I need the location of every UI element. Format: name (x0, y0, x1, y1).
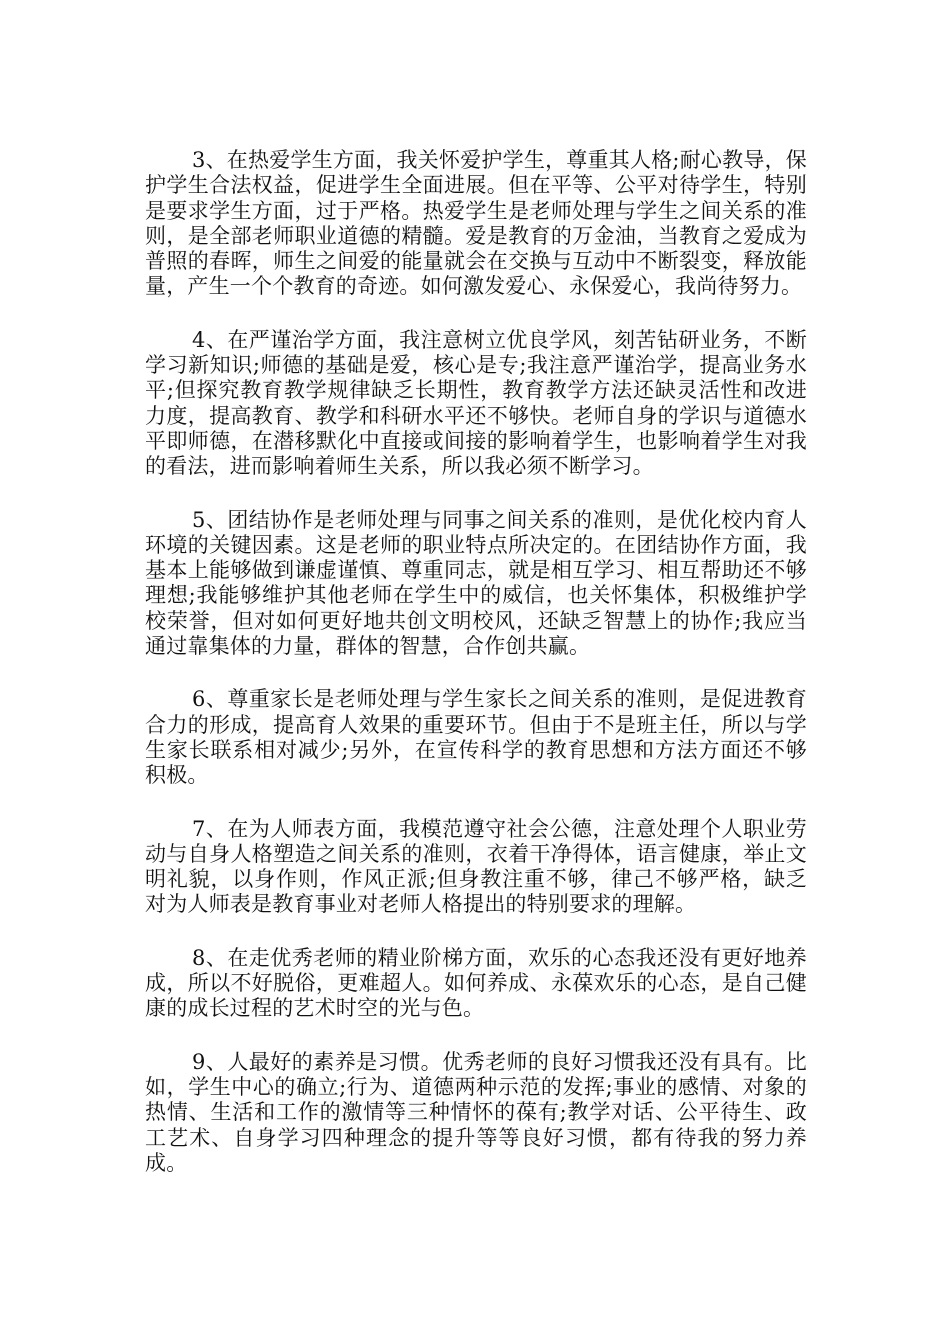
paragraph-7: 7、在为人师表方面，我模范遵守社会公德，注意处理个人职业劳动与自身人格塑造之间关系的准则，衣着干净得体，语言健康，举止文明礼貌，以身作则，作风正派;但身教注重不够，律己不够严格，缺乏对为人师表是教育事业对老师人格提出的特别要求的理解。 (145, 816, 807, 917)
document-body (145, 148, 807, 1204)
paragraph-4: 4、在严谨治学方面，我注意树立优良学风，刻苦钻研业务，不断学习新知识;师德的基础是爱，核心是专;我注意严谨治学，提高业务水平;但探究教育教学规律缺乏长期性，教育教学方法还缺灵活性和改进力度，提高教育、教学和科研水平还不够快。老师自身的学识与道德水平即师德，在潜移默化中直接或间接的影响着学生，也影响着学生对我的看法，进而影响着师生关系，所以我必须不断学习。 (145, 327, 807, 479)
paragraph-8: 8、在走优秀老师的精业阶梯方面，欢乐的心态我还没有更好地养成，所以不好脱俗，更难超人。如何养成、永葆欢乐的心态，是自己健康的成长过程的艺术时空的光与色。 (145, 945, 807, 1021)
paragraph-5: 5、团结协作是老师处理与同事之间关系的准则，是优化校内育人环境的关键因素。这是老师的职业特点所决定的。在团结协作方面，我基本上能够做到谦虚谨慎、尊重同志，就是相互学习、相互帮助还不够理想;我能够维护其他老师在学生中的威信，也关怀集体，积极维护学校荣誉，但对如何更好地共创文明校风，还缺乏智慧上的协作;我应当通过靠集体的力量，群体的智慧，合作创共赢。 (145, 507, 807, 659)
paragraph-3: 3、在热爱学生方面，我关怀爱护学生，尊重其人格;耐心教导，保护学生合法权益，促进学生全面进展。但在平等、公平对待学生，特别是要求学生方面，过于严格。热爱学生是老师处理与学生之间关系的准则，是全部老师职业道德的精髓。爱是教育的万金油，当教育之爱成为普照的春晖，师生之间爱的能量就会在交换与互动中不断裂变，释放能量，产生一个个教育的奇迹。如何激发爱心、永保爱心，我尚待努力。 (145, 148, 807, 299)
paragraph-9: 9、人最好的素养是习惯。优秀老师的良好习惯我还没有具有。比如，学生中心的确立;行为、道德两种示范的发挥;事业的感情、对象的热情、生活和工作的激情等三种情怀的葆有;教学对话、公平待生、政工艺术、自身学习四种理念的提升等等良好习惯，都有待我的努力养成。 (145, 1049, 807, 1175)
paragraph-6: 6、尊重家长是老师处理与学生家长之间关系的准则，是促进教育合力的形成，提高育人效果的重要环节。但由于不是班主任，所以与学生家长联系相对减少;另外，在宣传科学的教育思想和方法方面还不够积极。 (145, 687, 807, 788)
